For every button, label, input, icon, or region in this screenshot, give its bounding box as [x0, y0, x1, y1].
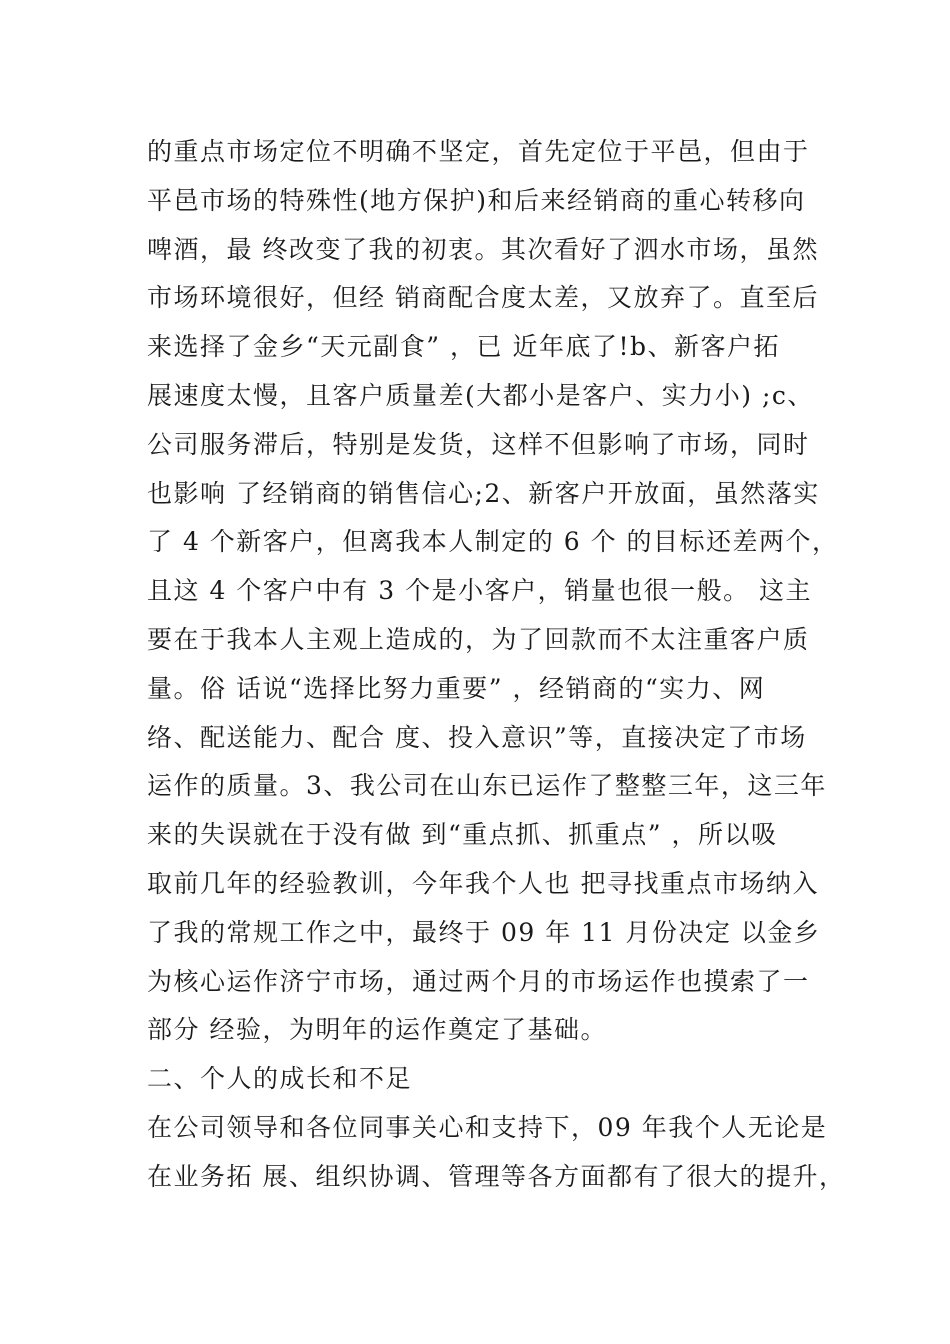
text-line: 且这 4 个客户中有 3 个是小客户，销量也很一般。 这主 [147, 576, 813, 606]
text-line: 运作的质量。3、我公司在山东已运作了整整三年，这三年 [147, 771, 827, 801]
text-line: 为核心运作济宁市场，通过两个月的市场运作也摸索了一 [147, 966, 810, 996]
text-line: 市场环境很好，但经 销商配合度太差，又放弃了。直至后 [147, 283, 819, 313]
text-line: 的重点市场定位不明确不坚定，首先定位于平邑，但由于 [147, 137, 810, 166]
text-line: 公司服务滞后，特别是发货，这样不但影响了市场，同时 [147, 429, 810, 459]
text-line: 在业务拓 展、组织协调、管理等各方面都有了很大的提升， [147, 1161, 846, 1191]
text-line: 取前几年的经验教训，今年我个人也 把寻找重点市场纳入 [147, 868, 819, 898]
text-line: 展速度太慢，且客户质量差(大都小是客户、实力小) ;c、 [147, 380, 814, 410]
text-line: 络、配送能力、配合 度、投入意识”等，直接决定了市场 [147, 722, 807, 752]
text-line: 啤酒，最 终改变了我的初衷。其次看好了泗水市场，虽然 [147, 234, 819, 264]
text-line: 来的失误就在于没有做 到“重点抓、抓重点” ，所以吸 [147, 820, 778, 850]
text-line: 了我的常规工作之中，最终于 09 年 11 月份决定 以金乡 [147, 917, 821, 947]
text-line: 部分 经验，为明年的运作奠定了基础。 [147, 1015, 607, 1045]
text-line: 在公司领导和各位同事关心和支持下，09 年我个人无论是 [147, 1112, 828, 1142]
text-line: 也影响 了经销商的销售信心;2、新客户开放面，虽然落实 [147, 478, 820, 508]
text-line: 平邑市场的特殊性(地方保护)和后来经销商的重心转移向 [147, 185, 806, 215]
text-line: 要在于我本人主观上造成的，为了回款而不太注重客户质 [147, 624, 810, 654]
text-line: 量。俗 话说“选择比努力重要” ，经销商的“实力、网 [147, 673, 766, 703]
text-line: 了 4 个新客户，但离我本人制定的 6 个 的目标还差两个， [147, 527, 839, 557]
section-heading: 二、个人的成长和不足 [147, 1064, 413, 1094]
body-text [147, 128, 846, 1202]
text-line: 来选择了金乡“天元副食” ，已 近年底了!b、新客户拓 [147, 332, 781, 362]
